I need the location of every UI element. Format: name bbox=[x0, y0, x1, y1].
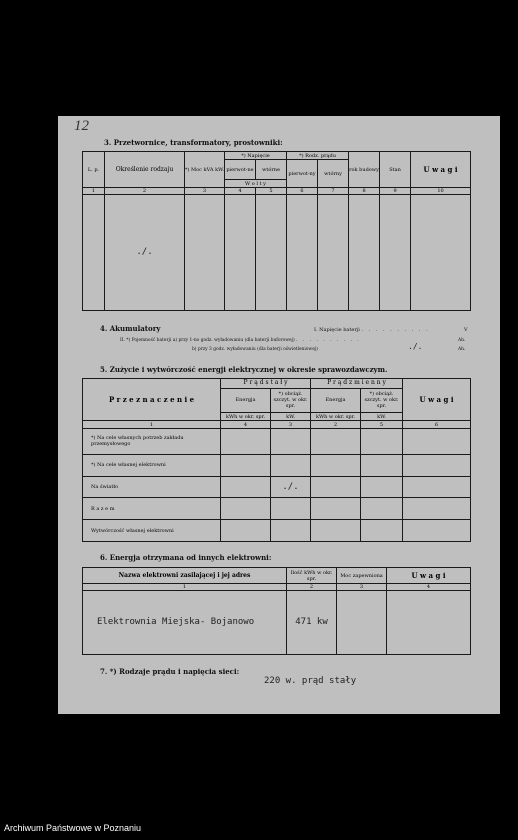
section-3-table bbox=[82, 151, 471, 311]
entry-slash: ./. bbox=[282, 481, 299, 492]
header-wolty: W o l t y bbox=[225, 180, 287, 188]
supplier-kwh: 471 kw bbox=[295, 617, 328, 627]
supplier-name: Elektrownia Miejska- Bojanowo bbox=[97, 617, 255, 627]
col-number: 6 bbox=[403, 421, 471, 429]
col-number: 2 bbox=[105, 188, 185, 195]
header-uwagi: U w a g i bbox=[387, 568, 471, 584]
line3-label: b) przy 3 godz. wyładowaniu (dla baterji oświetleniowej) bbox=[192, 347, 318, 352]
header-kw: kW. bbox=[361, 412, 403, 421]
column-numbers-row bbox=[83, 188, 471, 195]
header-rok: rok budowy bbox=[349, 152, 380, 188]
col-number: 4 bbox=[225, 188, 256, 195]
header-energja: Energja bbox=[311, 388, 361, 412]
row-label: R a z e m bbox=[83, 498, 221, 520]
header-ilosc: Ilość kWh w okr. spr. bbox=[287, 568, 337, 584]
header-moc: *) Moc kVA kW. bbox=[185, 152, 225, 188]
row-label: *) Na cele własnej elektrowni bbox=[83, 455, 221, 477]
section-5-title: 5. Zużycie i wytwórczość energji elektrycznej w okresie sprawozdawczym. bbox=[100, 365, 388, 374]
header-kwh: kWh w okr. spr. bbox=[311, 412, 361, 421]
header-napiecie: *) Napięcie bbox=[225, 152, 287, 160]
section-5-table bbox=[82, 378, 471, 542]
header-prad-staly: P r ą d s t a ł y bbox=[221, 379, 311, 389]
line2-unit: Ah. bbox=[458, 338, 466, 343]
row-label: Wytwórczość własnej elektrowni bbox=[83, 520, 221, 542]
header-prad-zmienny: P r ą d z m i e n n y bbox=[311, 379, 403, 389]
col-number: 1 bbox=[83, 421, 221, 429]
dot-leader: . . . . . . . . . . bbox=[296, 338, 361, 343]
col-number: 5 bbox=[256, 188, 287, 195]
col-number: 3 bbox=[337, 584, 387, 591]
section-3-title: 3. Przetwornice, transformatory, prostowniki: bbox=[104, 138, 283, 147]
col-number: 4 bbox=[387, 584, 471, 591]
col-number: 2 bbox=[311, 421, 361, 429]
section-4-line1 bbox=[314, 327, 430, 333]
header-energja: Energja bbox=[221, 388, 271, 412]
table-row bbox=[83, 476, 471, 498]
header-obciaz: *) obciąż. szczyt. w okr. spr. bbox=[271, 388, 311, 412]
header-przeznaczenie: P r z e z n a c z e n i e bbox=[83, 379, 221, 421]
section-6-table bbox=[82, 567, 471, 655]
header-pierwotne: pierwot-ne bbox=[225, 160, 256, 180]
section-7-title: 7. *) Rodzaje prądu i napięcia sieci: bbox=[100, 667, 240, 676]
column-numbers-row bbox=[83, 584, 471, 591]
col-number: 9 bbox=[380, 188, 411, 195]
col-number: 5 bbox=[361, 421, 403, 429]
archive-footer: Archiwum Państwowe w Poznaniu bbox=[4, 823, 142, 833]
table-row bbox=[83, 498, 471, 520]
table-row bbox=[83, 428, 471, 454]
col-number: 4 bbox=[221, 421, 271, 429]
table-row bbox=[83, 591, 471, 655]
col-number: 6 bbox=[287, 188, 318, 195]
row-label: Na światło bbox=[83, 476, 221, 498]
dot-leader: . . . . . . . . . . bbox=[361, 327, 430, 333]
header-kw: kW. bbox=[271, 412, 311, 421]
header-uwagi: U w a g i bbox=[403, 379, 471, 421]
header-obciaz: *) obciąż. szczyt. w okr. spr. bbox=[361, 388, 403, 412]
col-number: 1 bbox=[83, 584, 287, 591]
header-moc: Moc zapewniona bbox=[337, 568, 387, 584]
line3-value: ./. bbox=[408, 342, 423, 351]
table-row bbox=[83, 455, 471, 477]
col-number: 10 bbox=[411, 188, 471, 195]
header-kwh: kWh w okr. spr. bbox=[221, 412, 271, 421]
header-wtorny: wtórny bbox=[318, 160, 349, 188]
table-row bbox=[83, 195, 471, 311]
table-row bbox=[83, 520, 471, 542]
line1-label: I. Napięcie baterji bbox=[314, 327, 360, 333]
header-rodzaj: Określenie rodzaju bbox=[105, 152, 185, 188]
section-4-line2 bbox=[120, 338, 361, 343]
line2-label: II. *) Pojemność baterji a) przy 1-no godz. wyładowaniu (dla baterji buforowej) bbox=[120, 338, 295, 343]
line3-unit: Ah. bbox=[458, 347, 466, 352]
col-number: 2 bbox=[287, 584, 337, 591]
col-number: 7 bbox=[318, 188, 349, 195]
entry-slash: ./. bbox=[136, 247, 153, 257]
col-number: 3 bbox=[271, 421, 311, 429]
col-number: 3 bbox=[185, 188, 225, 195]
row-label: *) Na cele własnych potrzeb zakładu przemysłowego bbox=[83, 428, 221, 454]
col-number: 1 bbox=[83, 188, 105, 195]
handwritten-page-number: 12 bbox=[74, 118, 89, 134]
col-number: 8 bbox=[349, 188, 380, 195]
header-stan: Stan bbox=[380, 152, 411, 188]
header-nazwa: Nazwa elektrowni zasilającej i jej adres bbox=[83, 568, 287, 584]
document-page bbox=[58, 116, 500, 714]
line1-unit: V bbox=[464, 327, 468, 333]
section-4-line3 bbox=[192, 347, 318, 352]
header-pierwotny: pierwot-ny bbox=[287, 160, 318, 188]
section-4-title: 4. Akumulatory bbox=[100, 324, 161, 333]
header-wtorne: wtórne bbox=[256, 160, 287, 180]
header-lp: L. p. bbox=[83, 152, 105, 188]
section-7-value: 220 w. prąd stały bbox=[264, 676, 357, 686]
section-6-title: 6. Energja otrzymana od innych elektrowni: bbox=[100, 553, 272, 562]
header-uwagi: U w a g i bbox=[411, 152, 471, 188]
header-rodz-pradu: *) Rodz. prądu bbox=[287, 152, 349, 160]
column-numbers-row bbox=[83, 421, 471, 429]
